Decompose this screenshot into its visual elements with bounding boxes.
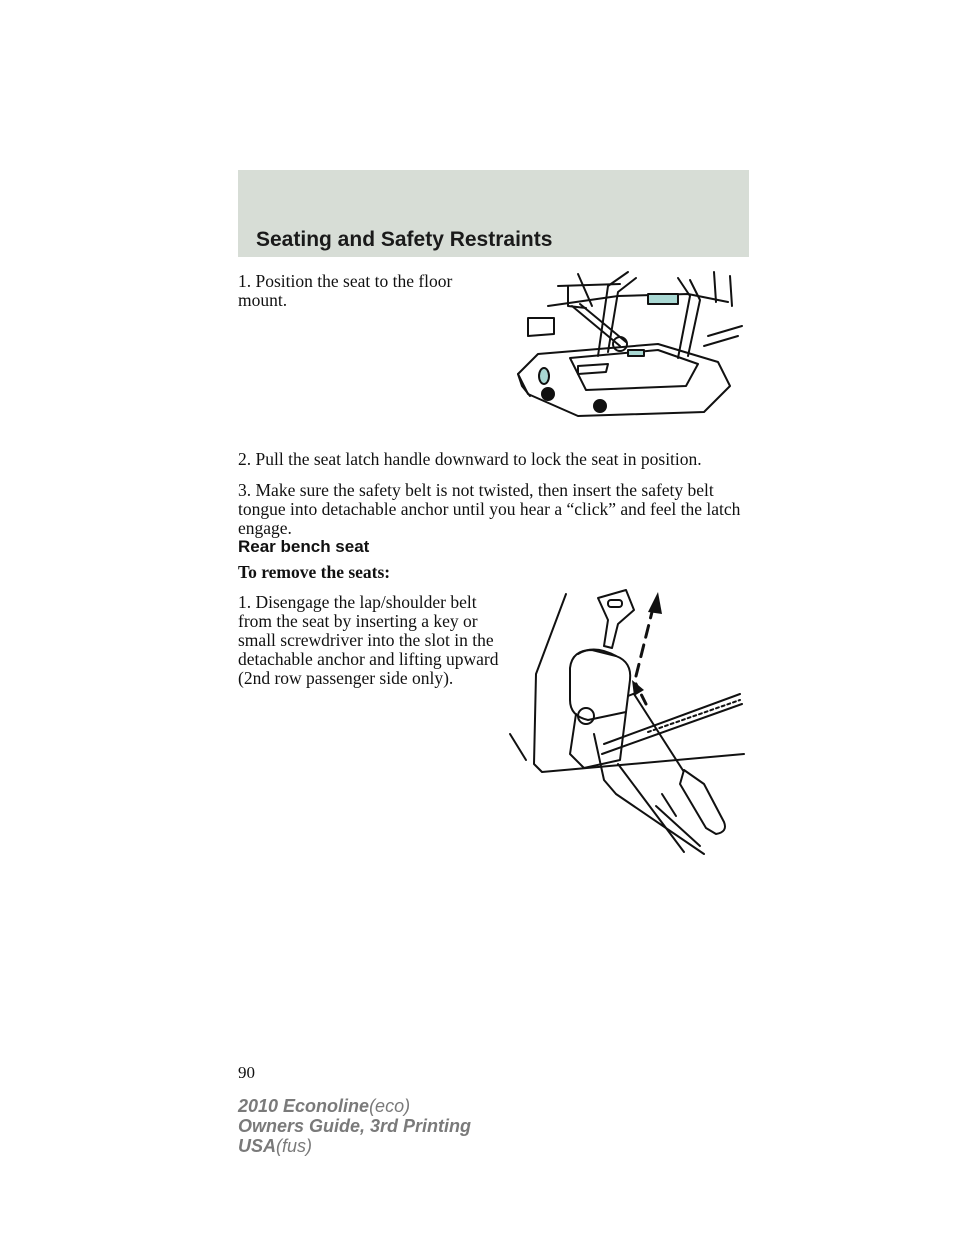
footer-model-code: (eco): [369, 1096, 411, 1116]
section-subtitle-remove-seats: To remove the seats:: [238, 562, 391, 582]
footer-line-1: [238, 1096, 471, 1116]
step-1-disengage-belt: 1. Disengage the lap/shoulder belt from the seat by inserting a key or small screwdriver into the slot in the detachable anchor and lifting upward (2nd row passenger side only).: [238, 592, 499, 688]
footer-guide: Owners Guide, 3rd Printing: [238, 1116, 472, 1136]
footer-market-code: (fus): [276, 1136, 313, 1156]
section-header-band: [238, 170, 749, 257]
seat-floor-mount-illustration: [508, 266, 748, 426]
step-1-position-seat: 1. Position the seat to the floor mount.: [238, 271, 453, 310]
page-number: 90: [238, 1063, 255, 1082]
footer-model: 2010 Econoline: [238, 1096, 370, 1116]
section-header-title: Seating and Safety Restraints: [256, 228, 553, 251]
step-2-pull-latch: 2. Pull the seat latch handle downward to lock the seat in position.: [238, 449, 702, 469]
detachable-anchor-illustration: [508, 584, 748, 856]
footer-imprint: [238, 1096, 471, 1156]
footer-line-2: [238, 1116, 471, 1136]
footer-market: USA: [238, 1136, 277, 1156]
step-3-insert-belt-tongue: 3. Make sure the safety belt is not twisted, then insert the safety belt tongue into detachable anchor until you hear a “click” and feel the latch engage.: [238, 480, 741, 538]
footer-line-3: [238, 1136, 471, 1156]
section-title-rear-bench-seat: Rear bench seat: [238, 537, 370, 556]
